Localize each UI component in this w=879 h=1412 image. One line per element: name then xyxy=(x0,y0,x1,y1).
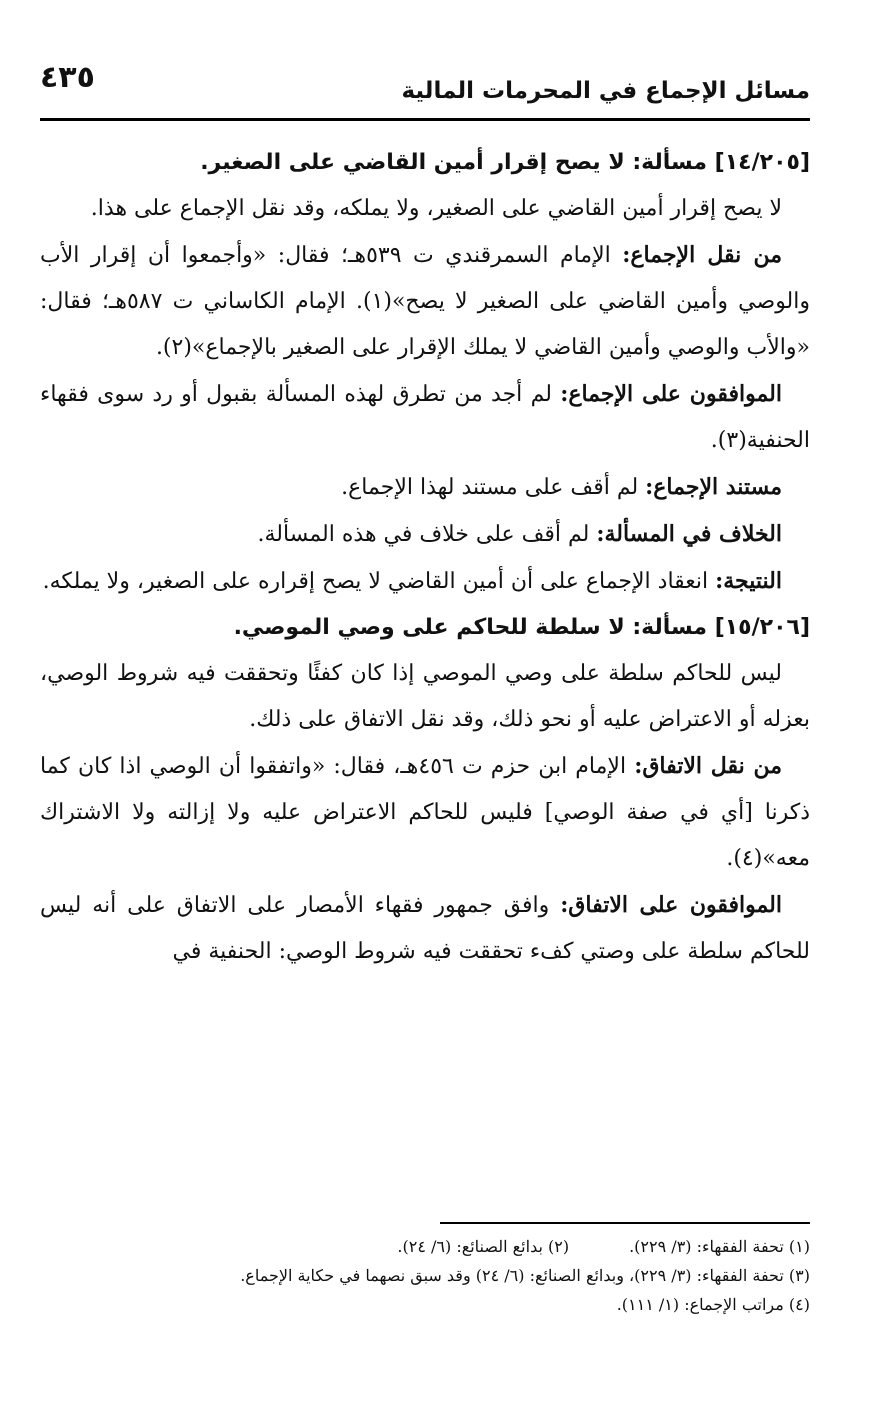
result-text: انعقاد الإجماع على أن أمين القاضي لا يصح إقراره على الصغير، ولا يملكه. xyxy=(42,569,709,594)
result-label: النتيجة: xyxy=(715,568,782,594)
dispute-paragraph-205 xyxy=(40,511,810,558)
agreers-label: الموافقون على الإجماع: xyxy=(560,381,782,407)
dispute-label: الخلاف في المسألة: xyxy=(596,521,782,547)
page-number: ٤٣٥ xyxy=(40,60,95,95)
page-header xyxy=(40,60,810,120)
transmitters-paragraph-206 xyxy=(40,743,810,882)
result-paragraph-205 xyxy=(40,558,810,605)
header-rule xyxy=(40,118,810,121)
agreers-paragraph-206 xyxy=(40,882,810,975)
running-title: مسائل الإجماع في المحرمات المالية xyxy=(401,78,810,104)
transmitters-text-206: الإمام ابن حزم ت ٤٥٦هـ، فقال: «واتفقوا أن الوصي اذا كان كما ذكرنا [أي في صفة الوصي] فليس للحاكم الاعتراض عليه ولا إزالته ولا الاشتراك معه»(٤). xyxy=(40,754,810,871)
section-intro-206: ليس للحاكم سلطة على وصي الموصي إذا كان كفئًا وتحققت فيه شروط الوصي، بعزله أو الاعتراض عليه أو نحو ذلك، وقد نقل الاتفاق على ذلك. xyxy=(40,661,810,732)
footnote-1: (١) تحفة الفقهاء: (٣/ ٢٢٩). xyxy=(629,1237,810,1256)
footnote-rule xyxy=(440,1222,810,1224)
footnotes xyxy=(40,1232,810,1319)
transmitters-paragraph-205 xyxy=(40,232,810,371)
footnote-row xyxy=(40,1232,810,1261)
basis-paragraph-205 xyxy=(40,464,810,511)
section-heading-205: [١٤/٢٠٥] مسألة: لا يصح إقرار أمين القاضي على الصغير. xyxy=(200,150,810,175)
agreers-paragraph-205 xyxy=(40,371,810,464)
footnote-3: (٣) تحفة الفقهاء: (٣/ ٢٢٩)، وبدائع الصنائع: (٦/ ٢٤) وقد سبق نصهما في حكاية الإجماع. xyxy=(240,1266,810,1285)
transmitters-label-206: من نقل الاتفاق: xyxy=(634,753,782,779)
section-heading-206: [١٥/٢٠٦] مسألة: لا سلطة للحاكم على وصي الموصي. xyxy=(233,615,810,640)
transmitters-label: من نقل الإجماع: xyxy=(622,242,783,268)
transmitters-text: الإمام السمرقندي ت ٥٣٩هـ؛ فقال: «وأجمعوا أن إقرار الأب والوصي وأمين القاضي على الصغير لا يصح»(١). الإمام الكاساني ت ٥٨٧هـ؛ فقال: «والأب والوصي وأمين القاضي لا يملك الإقرار على الصغير بالإجماع»(٢). xyxy=(40,243,810,360)
footnote-4: (٤) مراتب الإجماع: (١/ ١١١). xyxy=(616,1295,810,1314)
basis-text: لم أقف على مستند لهذا الإجماع. xyxy=(341,475,639,500)
agreers-text-206: وافق جمهور فقهاء الأمصار على الاتفاق على أنه ليس للحاكم سلطة على وصتي كفء تحققت فيه شروط الوصي: الحنفية في xyxy=(40,893,810,964)
agreers-label-206: الموافقون على الاتفاق: xyxy=(560,892,782,918)
agreers-text: لم أجد من تطرق لهذه المسألة بقبول أو رد سوى فقهاء الحنفية(٣). xyxy=(40,382,810,453)
basis-label: مستند الإجماع: xyxy=(645,474,782,500)
section-intro-205: لا يصح إقرار أمين القاضي على الصغير، ولا يملكه، وقد نقل الإجماع على هذا. xyxy=(90,196,782,221)
dispute-text: لم أقف على خلاف في هذه المسألة. xyxy=(257,522,590,547)
footnote-2: (٢) بدائع الصنائع: (٦/ ٢٤). xyxy=(397,1237,570,1256)
main-text xyxy=(40,140,810,975)
